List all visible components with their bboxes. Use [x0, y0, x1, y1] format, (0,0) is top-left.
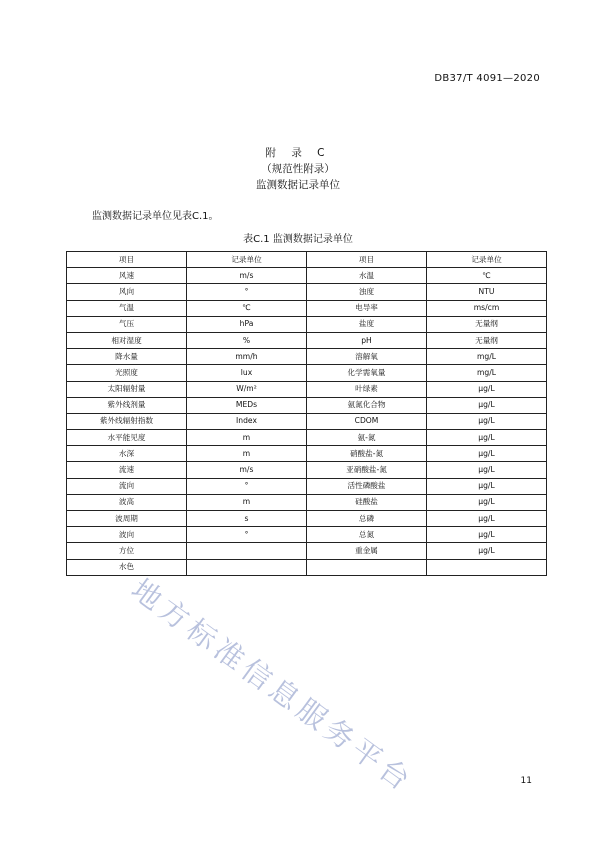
- unit-cell: μg/L: [427, 462, 547, 478]
- item-cell: 降水量: [67, 349, 187, 365]
- item-cell: 溶解氧: [307, 349, 427, 365]
- table-row: [67, 316, 547, 332]
- header-item-1: 项目: [67, 252, 187, 268]
- page-number: 11: [520, 776, 532, 786]
- table-row: [67, 527, 547, 543]
- item-cell: 气压: [67, 316, 187, 332]
- item-cell: 紫外线辐射指数: [67, 413, 187, 429]
- unit-cell: mg/L: [427, 365, 547, 381]
- unit-cell: [427, 559, 547, 575]
- appendix-title: 附 录 C: [265, 147, 331, 159]
- table-header-row: [67, 252, 547, 268]
- unit-cell: μg/L: [427, 511, 547, 527]
- item-cell: 波向: [67, 527, 187, 543]
- item-cell: 硝酸盐-氮: [307, 446, 427, 462]
- item-cell: pH: [307, 332, 427, 348]
- unit-cell: μg/L: [427, 413, 547, 429]
- item-cell: 叶绿素: [307, 381, 427, 397]
- unit-cell: ℃: [187, 300, 307, 316]
- unit-cell: μg/L: [427, 397, 547, 413]
- item-cell: 光照度: [67, 365, 187, 381]
- table-row: [67, 349, 547, 365]
- item-cell: 气温: [67, 300, 187, 316]
- unit-cell: s: [187, 511, 307, 527]
- table-caption: 表C.1 监测数据记录单位: [243, 234, 353, 245]
- unit-cell: m: [187, 446, 307, 462]
- unit-cell: lux: [187, 365, 307, 381]
- item-cell: [307, 559, 427, 575]
- table-row: [67, 430, 547, 446]
- item-cell: 水平能见度: [67, 430, 187, 446]
- table-row: [67, 413, 547, 429]
- item-cell: 水深: [67, 446, 187, 462]
- table-row: [67, 511, 547, 527]
- table-row: [67, 284, 547, 300]
- unit-cell: 无量纲: [427, 316, 547, 332]
- item-cell: 方位: [67, 543, 187, 559]
- item-cell: 流向: [67, 478, 187, 494]
- header-unit-2: 记录单位: [427, 252, 547, 268]
- unit-cell: °: [187, 284, 307, 300]
- unit-cell: μg/L: [427, 494, 547, 510]
- intro-paragraph: 监测数据记录单位见表C.1。: [92, 211, 219, 222]
- item-cell: 电导率: [307, 300, 427, 316]
- unit-cell: m: [187, 494, 307, 510]
- table-row: [67, 559, 547, 575]
- unit-cell: MEDs: [187, 397, 307, 413]
- table-body: [67, 268, 547, 576]
- unit-cell: °: [187, 527, 307, 543]
- table-row: [67, 300, 547, 316]
- unit-cell: hPa: [187, 316, 307, 332]
- item-cell: 氨-氮: [307, 430, 427, 446]
- unit-cell: [187, 559, 307, 575]
- item-cell: 太阳辐射量: [67, 381, 187, 397]
- header-unit-1: 记录单位: [187, 252, 307, 268]
- unit-cell: μg/L: [427, 430, 547, 446]
- item-cell: 浊度: [307, 284, 427, 300]
- header-item-2: 项目: [307, 252, 427, 268]
- unit-cell: m: [187, 430, 307, 446]
- unit-cell: ms/cm: [427, 300, 547, 316]
- unit-cell: m/s: [187, 462, 307, 478]
- table-row: [67, 446, 547, 462]
- item-cell: 硅酸盐: [307, 494, 427, 510]
- unit-cell: μg/L: [427, 527, 547, 543]
- unit-cell: mm/h: [187, 349, 307, 365]
- item-cell: 活性磷酸盐: [307, 478, 427, 494]
- item-cell: CDOM: [307, 413, 427, 429]
- item-cell: 化学需氧量: [307, 365, 427, 381]
- item-cell: 风向: [67, 284, 187, 300]
- unit-cell: m/s: [187, 268, 307, 284]
- table-row: [67, 268, 547, 284]
- unit-cell: °: [187, 478, 307, 494]
- table-row: [67, 332, 547, 348]
- appendix-name: 监测数据记录单位: [256, 179, 340, 191]
- unit-cell: 无量纲: [427, 332, 547, 348]
- item-cell: 波周期: [67, 511, 187, 527]
- table-row: [67, 365, 547, 381]
- table-row: [67, 543, 547, 559]
- table-row: [67, 381, 547, 397]
- item-cell: 波高: [67, 494, 187, 510]
- unit-cell: %: [187, 332, 307, 348]
- unit-cell: μg/L: [427, 543, 547, 559]
- item-cell: 盐度: [307, 316, 427, 332]
- unit-cell: μg/L: [427, 446, 547, 462]
- item-cell: 水色: [67, 559, 187, 575]
- item-cell: 紫外线剂量: [67, 397, 187, 413]
- unit-cell: Index: [187, 413, 307, 429]
- units-table: [66, 251, 547, 576]
- unit-cell: μg/L: [427, 478, 547, 494]
- item-cell: 重金属: [307, 543, 427, 559]
- item-cell: 总氮: [307, 527, 427, 543]
- appendix-type: （规范性附录）: [261, 163, 335, 175]
- unit-cell: NTU: [427, 284, 547, 300]
- unit-cell: mg/L: [427, 349, 547, 365]
- unit-cell: W/m²: [187, 381, 307, 397]
- table-row: [67, 494, 547, 510]
- watermark-text: 地方标准信息服务平台: [125, 572, 421, 800]
- table-row: [67, 397, 547, 413]
- table-row: [67, 462, 547, 478]
- unit-cell: ℃: [427, 268, 547, 284]
- item-cell: 总磷: [307, 511, 427, 527]
- item-cell: 相对湿度: [67, 332, 187, 348]
- unit-cell: μg/L: [427, 381, 547, 397]
- standard-number: DB37/T 4091—2020: [434, 73, 540, 84]
- item-cell: 风速: [67, 268, 187, 284]
- table-row: [67, 478, 547, 494]
- item-cell: 流速: [67, 462, 187, 478]
- item-cell: 水温: [307, 268, 427, 284]
- item-cell: 亚硝酸盐-氮: [307, 462, 427, 478]
- appendix-heading: [0, 145, 596, 193]
- item-cell: 氨氮化合物: [307, 397, 427, 413]
- unit-cell: [187, 543, 307, 559]
